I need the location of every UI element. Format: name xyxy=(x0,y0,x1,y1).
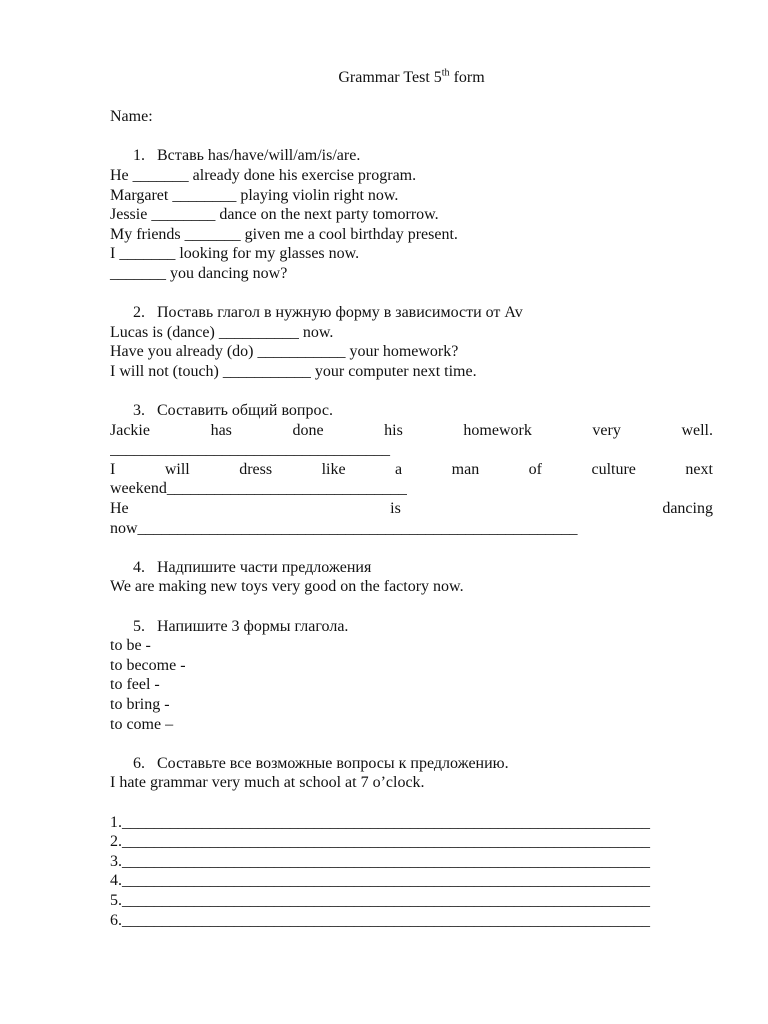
q2-line: Have you already (do) ___________ your homework? xyxy=(110,343,459,361)
question-2-heading xyxy=(110,303,713,323)
word: well. xyxy=(681,421,713,439)
title-text: Grammar Test 5 xyxy=(338,69,442,86)
word: done xyxy=(292,421,324,439)
word: Jackie xyxy=(110,421,150,439)
question-number: 1. xyxy=(133,147,145,165)
word: culture xyxy=(591,460,636,478)
question-text: Поставь глагол в нужную форму в зависимости от Av xyxy=(157,304,523,322)
word: He xyxy=(110,500,129,518)
question-number: 2. xyxy=(133,304,145,322)
q6-answer-line: 5.__________________________________________________________________ xyxy=(110,891,650,909)
title-suffix: form xyxy=(449,69,485,86)
question-number: 6. xyxy=(133,754,145,772)
q3-sentence-3 xyxy=(110,499,713,519)
question-text: Составьте все возможные вопросы к предложению. xyxy=(157,754,509,772)
question-text: Надпишите части предложения xyxy=(157,558,372,576)
q3-answer-blank-2: weekend______________________________ xyxy=(110,480,407,498)
q6-answer-line: 6.__________________________________________________________________ xyxy=(110,911,650,929)
question-number: 3. xyxy=(133,402,145,420)
q1-line: Jessie ________ dance on the next party tomorrow. xyxy=(110,206,439,224)
q2-line: Lucas is (dance) __________ now. xyxy=(110,323,334,341)
page-title xyxy=(110,68,713,88)
name-label: Name: xyxy=(110,108,153,126)
word: has xyxy=(210,421,232,439)
word: is xyxy=(390,500,401,518)
word: dancing xyxy=(662,500,713,518)
word: I xyxy=(110,460,116,478)
q5-verb: to bring - xyxy=(110,696,170,713)
q1-line: He _______ already done his exercise program. xyxy=(110,166,417,184)
question-4-heading xyxy=(110,558,713,578)
question-number: 5. xyxy=(133,617,145,635)
q3-answer-blank-3: now_______________________________________________________ xyxy=(110,519,578,537)
question-text: Напишите 3 формы глагола. xyxy=(157,617,349,635)
question-number: 4. xyxy=(133,558,145,576)
word: man xyxy=(451,460,480,478)
q3-sentence-2 xyxy=(110,460,713,480)
title-superscript: th xyxy=(441,67,450,79)
word: homework xyxy=(463,421,532,439)
word: of xyxy=(528,460,542,478)
q6-sentence: I hate grammar very much at school at 7 o’clock. xyxy=(110,774,425,792)
q5-verb: to come – xyxy=(110,715,174,733)
question-1-heading xyxy=(110,146,713,166)
word: his xyxy=(384,421,403,439)
q6-answer-line: 3.__________________________________________________________________ xyxy=(110,852,650,870)
word: next xyxy=(685,460,713,478)
word: very xyxy=(592,421,621,439)
question-text: Вставь has/have/will/am/is/are. xyxy=(157,147,361,165)
question-text: Составить общий вопрос. xyxy=(157,402,333,420)
question-3-heading xyxy=(110,401,713,421)
word: will xyxy=(164,460,190,478)
q1-line: I _______ looking for my glasses now. xyxy=(110,245,360,263)
q6-answer-line: 1.__________________________________________________________________ xyxy=(110,813,650,831)
word: dress xyxy=(239,460,273,478)
q1-line: _______ you dancing now? xyxy=(110,264,288,282)
question-5-heading xyxy=(110,617,713,637)
q1-line: Margaret ________ playing violin right now. xyxy=(110,186,399,204)
q5-verb: to become - xyxy=(110,656,186,674)
q1-line: My friends _______ given me a cool birthday present. xyxy=(110,225,458,243)
q2-line: I will not (touch) ___________ your computer next time. xyxy=(110,362,477,380)
q3-answer-blank-1: ___________________________________ xyxy=(110,441,390,459)
word: like xyxy=(321,460,346,478)
q5-verb: to feel - xyxy=(110,676,160,694)
question-6-heading xyxy=(110,754,713,774)
q6-answer-line: 4.__________________________________________________________________ xyxy=(110,872,650,890)
q5-verb: to be - xyxy=(110,637,151,655)
q4-sentence: We are making new toys very good on the factory now. xyxy=(110,578,464,596)
q3-sentence-1 xyxy=(110,421,713,441)
worksheet-page xyxy=(110,68,713,930)
word: a xyxy=(395,460,403,478)
q6-answer-line: 2.__________________________________________________________________ xyxy=(110,833,650,851)
